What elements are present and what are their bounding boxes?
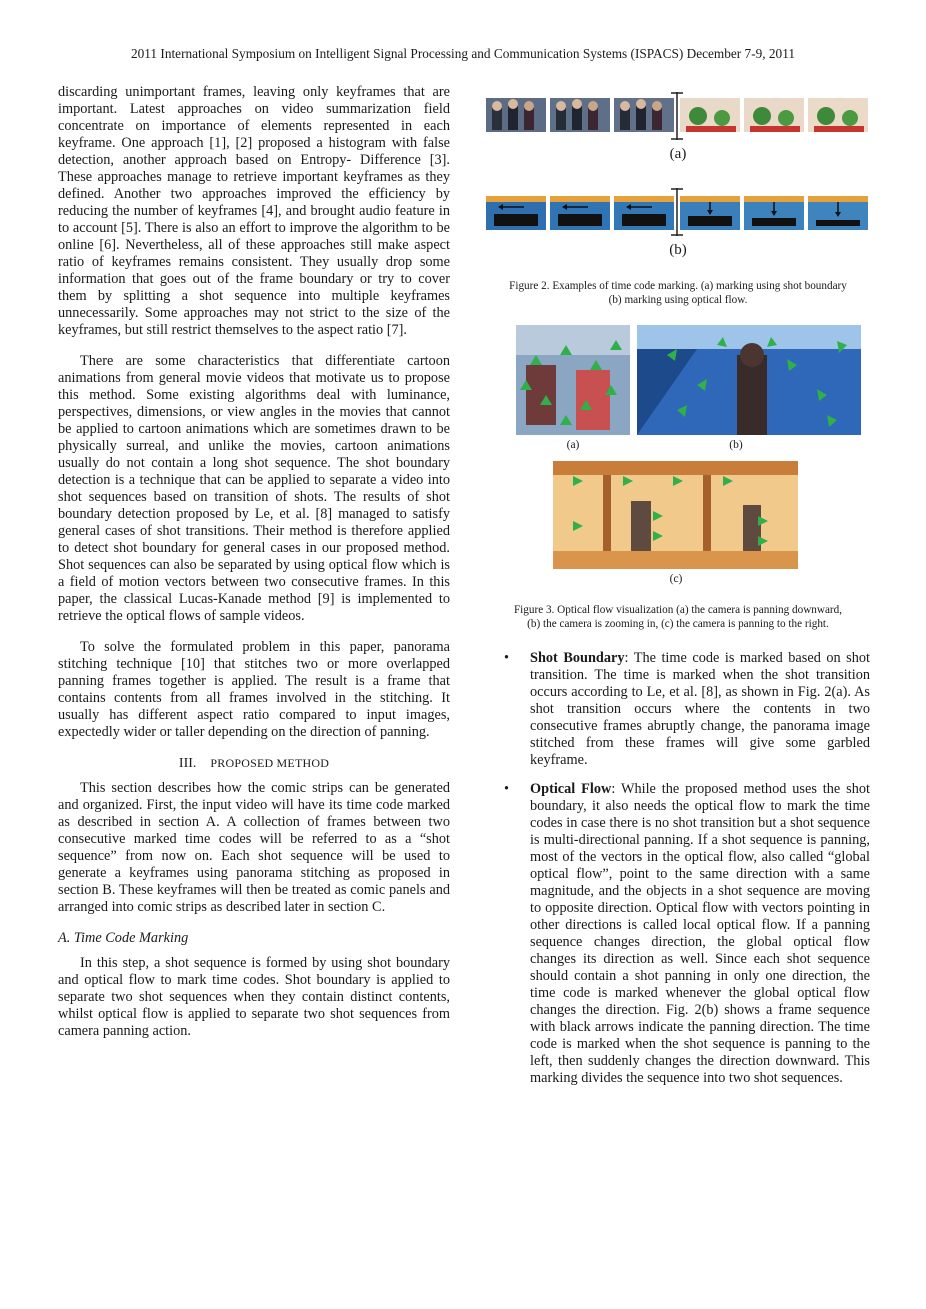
frame-thumbnail [680,98,740,132]
paragraph: This section describes how the comic strips can be generated and organized. First, the input video will have its time code marked as described in section A. A collection of frames between two consecutive marked time codes will be referred to as a “shot sequence” from now on. Each shot sequence will be used to generate a keyframes using panorama stitching as proposed in section B. These keyframes will then be treated as comic panels and arranged into comic strips as described later in section C. [58,780,450,915]
paragraph: There are some characteristics that differentiate cartoon animations from general movie videos that motivate us to propose this method. Some existing algorithms deal with luminance, perspectives, dimensions, or view angles in the movies that cannot be applied to cartoon animations which are sometimes drawn to be physically surreal, and unlike the movies, cartoon animations usually do not contain a long shot sequence. The shot boundary detection is a technique that can be applied to separate a video into shot sequences based on transition of shots. The results of shot boundary detection proposed by Le, et al. [8] managed to satisfy general cases of shot transitions. Their method is therefore applied to detect shot boundary for general cases in our proposed method. Shot sequences can also be separated by using optical flow which is a field of motion vectors between two consecutive frames. In this paper, the classical Lucas-Kanade method [9] is implemented to retrieve the optical flows of sample videos. [58,353,450,624]
figure-2b-strip [484,188,870,238]
figure-2a-strip [484,92,870,142]
caption-line: (b) marking using optical flow. [608,294,748,306]
bullet-title: Shot Boundary [530,650,625,666]
frame-thumbnail [550,196,610,230]
frame-thumbnail [744,98,804,132]
frame-thumbnail [808,98,868,132]
figure-2b-label: (b) [669,242,687,258]
paragraph: In this step, a shot sequence is formed by using shot boundary and optical flow to mark time codes. Shot boundary is applied to separate two shot sequences when they contain distinct contents, whilst optical flow is applied to separate two shot sequences from camera panning action. [58,955,450,1039]
bullet-title: Optical Flow [530,781,612,797]
section-title: PROPOSED METHOD [210,756,330,770]
bullet-item [504,781,870,1087]
figure-3c-label: (c) [669,573,683,585]
frame-thumbnail [680,196,740,230]
bullet-dot: • [504,781,510,797]
figure-2a-label: (a) [669,146,687,162]
subsection-heading: A. Time Code Marking [58,930,189,946]
frame-thumbnail [486,98,546,132]
figure-3-caption [470,603,886,631]
paragraph: To solve the formulated problem in this paper, panorama stitching technique [10] that stitches two or more overlapped panning frames together is applied. The result is a frame that contains contents from all frames involved in the stitching. It usually has different aspect ratio compared to input images, expectedly wider or taller depending on the direction of panning. [58,639,450,740]
figure-3b-image [637,325,861,435]
frame-thumbnail [486,196,546,230]
section-heading [58,755,450,772]
right-column [504,650,870,1099]
figure-3a-label: (a) [566,439,580,451]
frame-thumbnail [614,196,674,230]
figure-3a-image [516,325,630,435]
section-number: III. [178,756,197,771]
caption-line: Figure 3. Optical flow visualization (a) the camera is panning downward, [513,604,843,616]
paragraph: discarding unimportant frames, leaving only keyframes that are important. Latest approaches on video summarization field concentrate on importance of elements represented in each keyframe. One approach [1], [2] proposed a histogram with false detection, another approach based on Entropy- Difference [3]. These approaches manage to retrieve important keyframes as they defined. Another two approaches improved the efficiency by reducing the number of keyframes [4], and brought audio feature in to account [5]. There is also an effort to improve the algorithm to be online [6]. Nevertheless, all of these approaches still make aspect ratio of keyframes remains consistent. They usually drop some information that goes out of the frame boundary or try to cover them by splitting a shot sequence into multiple keyframes unnecessarily. Some approaches may not strict to the size of the keyframes, but still restrict themselves to the aspect ratio [7]. [58,84,450,338]
caption-line: Figure 2. Examples of time code marking. (a) marking using shot boundary [509,280,847,292]
frame-thumbnail [808,196,868,230]
caption-line: (b) the camera is zooming in, (c) the camera is panning to the right. [527,618,829,630]
bullet-text: : The time code is marked based on shot transition. The time is marked when the shot transition occurs according to Le, et al. [8], as shown in Fig. 2(a). As shot transition occurs where the contents in two consecutive frames abruptly change, the panorama image stitched from these frames will give some garbled keyframe. [530,650,870,768]
bullet-item [504,650,870,769]
left-column [58,84,450,1054]
page-header: 2011 International Symposium on Intelligent Signal Processing and Communication Systems (ISPACS) December 7-9, 2011 [130,46,796,61]
frame-thumbnail [744,196,804,230]
bullet-text: : While the proposed method uses the shot boundary, it also needs the optical flow to mark the time codes in case there is no shot transition but a shot sequence is multi-directional panning. If a shot sequence is panning, most of the vectors in the optical flow, also called “global optical flow”, point to the same direction with a same magnitude, and the objects in a shot sequence are moving to opposite direction. Optical flow with vectors pointing in other directions is called local optical flow. If a panning sequence changes direction, the global optical flow changes its direction as well. Since each shot sequence should contain a shot panning in only one direction, the time code is marked whenever the global optical flow changes the direction. Fig. 2(b) shows a frame sequence with black arrows indicate the panning direction. The time code is marked when the shot sequence is panning to the left, then suddenly changes the direction downward. This marking divides the sequence into two shot sequences. [530,781,870,1086]
frame-thumbnail [614,98,674,132]
figure-3b-label: (b) [729,439,743,451]
figure-3c-image [553,461,798,569]
bullet-dot: • [504,650,510,666]
frame-thumbnail [550,98,610,132]
figure-2-caption [470,279,886,307]
